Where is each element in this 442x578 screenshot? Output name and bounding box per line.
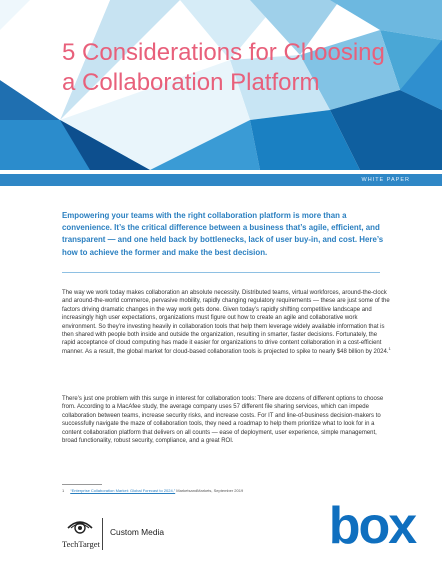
footnote-source-link[interactable]: “Enterprise Collaboration Market: Global Forecast to 2024,” (70, 488, 176, 493)
footer-divider (102, 518, 103, 550)
document-type-label: WHITE PAPER (361, 177, 410, 183)
footnote-number: 1 (62, 488, 65, 493)
techtarget-eye-icon (66, 516, 94, 536)
footnote (62, 488, 392, 494)
body-paragraph-1 (62, 289, 392, 356)
custom-media-label: Custom Media (110, 527, 164, 537)
box-logo (324, 500, 420, 550)
document-type-bar (0, 174, 442, 186)
body-paragraph-1-text: The way we work today makes collaboration an absolute necessity. Distributed teams, virtual workforces, around-the-clock and around-the-world commerce, pervasive mobility, rapidly changing regulatory requirements — these are just some of the factors driving dramatic changes in the way work gets done. Given today’s rapidly shifting competitive landscape and increasingly high user expectations, organizations must figure out how to create an agile and collaborative work environment. So they’re investing heavily in collaboration tools that help them leverage widely available information that is then shared with people both inside and outside the organization, resulting in smarter, faster decisions. Fortunately, the rapid acceptance of cloud computing has made it easier for organizations to drive content collaboration in a cost-efficient manner. As a result, the global market for cloud-based collaboration tools is projected to spike to nearly $48 billion by 2024. (62, 290, 390, 355)
footnote-divider (62, 484, 102, 485)
footnote-reference: 1 (388, 345, 391, 351)
document-title (62, 38, 422, 98)
lead-paragraph: Empowering your teams with the right collaboration platform is more than a convenience. It’s the critical difference between a business that’s agile, efficient, and transparent — and one held back by bottlenecks, lack of user buy-in, and cost. Here’s how to achieve the former and make the best decision. (62, 211, 384, 257)
body-paragraph-2: There’s just one problem with this surge in interest for collaboration tools: There are dozens of different options to choose from. According to a MacAfee study, the average company uses 57 different file sharing services, which can impede collaboration between teams, increase security risks, and increase costs. For IT and line-of-business decision-makers to successfully navigate the maze of collaboration tools, they need a roadmap to help them prioritize what to look for in a content collaboration platform that delivers on all counts — ease of deployment, user experience, simple management, broad functionality, robust security, compliance, and a great ROI. (62, 396, 384, 445)
techtarget-logo (62, 516, 98, 558)
box-wordmark: box (328, 500, 416, 550)
title-line-2: a Collaboration Platform (62, 69, 320, 96)
footnote-source-rest: MarketsandMarkets, September 2019 (175, 488, 244, 493)
title-line-1: 5 Considerations for Choosing (62, 39, 385, 66)
lead-divider (62, 272, 380, 273)
techtarget-wordmark: TechTarget (62, 539, 100, 549)
